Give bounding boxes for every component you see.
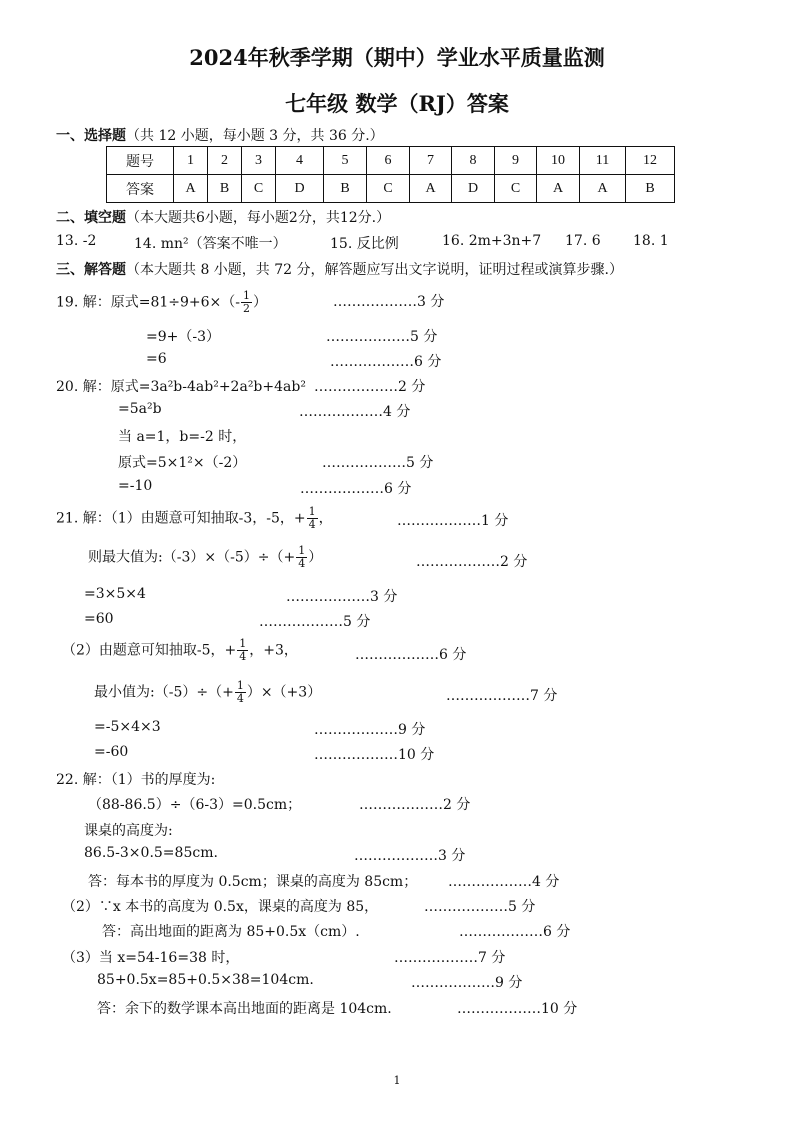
fraction-numerator: 1 [239,637,247,650]
fraction-numerator: 1 [243,289,250,302]
q21-score-5: ………………6 分 [355,647,467,663]
page-number: 1 [393,1074,401,1087]
section-1-heading [56,125,384,145]
fill-answer: 1 [659,233,669,249]
fill-item-15 [330,233,399,253]
q22-score-2: ………………2 分 [359,797,471,813]
fraction [241,290,252,315]
answer-table [106,146,675,203]
fill-label: 18. [633,233,656,249]
q21-line-7: =-5×4×3 [94,719,161,735]
q21-line-8: =-60 [94,744,129,760]
fill-item-16 [442,233,541,249]
question-number: 6 [367,147,410,175]
fill-answer: 2m+3n+7 [468,233,542,249]
answer-cell: D [452,175,495,203]
question-number: 11 [580,147,626,175]
section-2-note: （本大题共6小题，每小题2分，共12分.） [126,210,391,226]
fraction-numerator: 1 [236,679,244,692]
q20-line-5: =-10 [118,478,153,494]
q22-line-7: 答：高出地面的距离为 85+0.5x（cm）. [102,924,360,940]
row-label-answer: 答案 [107,175,174,203]
q22-line-8: （3）当 x=54-16=38 时， [62,950,240,966]
fill-label: 13. [56,233,79,249]
fill-label: 15. [330,236,353,252]
fill-answer: -2 [82,233,97,249]
answer-cell: B [324,175,367,203]
section-2-title: 二、填空题 [56,210,126,226]
q19-line-3: =6 [146,351,167,367]
q21-line-5 [62,638,298,663]
q21-score-6: ………………7 分 [446,688,558,704]
fill-item-13 [56,233,96,249]
answer-cell: A [580,175,626,203]
fraction-denominator: 4 [239,650,247,663]
question-number: 4 [276,147,324,175]
q21-line-3: =3×5×4 [84,586,146,602]
answer-cell: C [242,175,276,203]
q19-line-1 [56,290,267,315]
q21-score-1: ………………1 分 [397,513,509,529]
fill-label: 16. [442,233,465,249]
q21-line-6 [94,680,321,705]
question-number: 3 [242,147,276,175]
q20-line-3: 当 a=1，b=-2 时， [118,429,247,445]
q19-score-3: ………………6 分 [330,354,442,370]
q21-expr: （2）由题意可知抽取-5，+ [62,642,237,659]
fraction [307,506,318,531]
q19-expr-close: ） [253,294,267,311]
fill-item-14 [134,233,287,253]
q21-line-1 [56,506,333,531]
q21-score-8: ………………10 分 [314,747,435,763]
q19-expr: 19. 解：原式=81÷9+6×（- [56,294,240,311]
q21-line-2 [88,545,322,570]
fill-item-17 [565,233,601,249]
section-1-note: （共 12 小题，每小题 3 分，共 36 分.） [126,128,384,144]
fraction-numerator: 1 [308,505,316,518]
q22-line-2: （88-86.5）÷（6-3）=0.5cm； [88,797,302,813]
answer-cell: C [367,175,410,203]
fill-answer: 6 [591,233,601,249]
q22-score-4: ………………3 分 [354,848,466,864]
fill-item-18 [633,233,669,249]
row-label-question: 题号 [107,147,174,175]
answer-cell: A [410,175,452,203]
q20-score-1: ………………2 分 [314,379,426,395]
answer-cell: A [537,175,580,203]
answer-cell: C [495,175,537,203]
answer-table-answer-row [107,175,675,203]
q22-line-9: 85+0.5x=85+0.5×38=104cm. [97,972,314,988]
section-1-title: 一、选择题 [56,128,126,144]
q22-line-3: 课桌的高度为: [84,823,173,839]
fill-answer: 反比例 [356,236,399,252]
q21-expr: 最小值为:（-5）÷（+ [94,684,234,701]
q21-score-2: ………………2 分 [416,554,528,570]
answer-cell: B [626,175,675,203]
q21-score-3: ………………3 分 [286,589,398,605]
fraction-denominator: 4 [298,557,306,570]
q21-expr-tail: ，+3， [249,642,298,659]
answer-cell: D [276,175,324,203]
q21-expr-tail: ， [318,510,333,527]
question-number: 10 [537,147,580,175]
q20-score-2: ………………4 分 [299,404,411,420]
fraction [235,680,246,705]
q19-score-2: ………………5 分 [326,329,438,345]
fill-label: 14. [134,236,157,252]
q21-expr: 21. 解：（1）由题意可知抽取-3，-5，+ [56,510,306,527]
fraction-denominator: 2 [243,302,250,315]
q22-score-9: ………………9 分 [411,975,523,991]
q21-score-7: ………………9 分 [314,722,426,738]
q22-score-7: ………………6 分 [459,924,571,940]
q19-line-2: =9+（-3） [146,329,221,345]
section-2-heading [56,207,390,227]
answer-table-number-row [107,147,675,175]
q21-expr-tail: ） [308,549,323,566]
fill-answer: mn²（答案不唯一） [160,236,287,252]
question-number: 7 [410,147,452,175]
fraction [296,545,307,570]
fraction-denominator: 4 [308,518,316,531]
q22-line-1: 22. 解：（1）书的厚度为: [56,772,216,788]
q22-score-5: ………………4 分 [448,874,560,890]
q21-line-4: =60 [84,611,114,627]
q22-line-4: 86.5-3×0.5=85cm. [84,845,218,861]
q20-score-4: ………………5 分 [322,455,434,471]
q22-score-10: ………………10 分 [457,1001,578,1017]
q22-score-6: ………………5 分 [424,899,536,915]
q20-line-2: =5a²b [118,401,162,417]
q20-line-4: 原式=5×1²×（-2） [118,455,247,471]
q22-score-8: ………………7 分 [394,950,506,966]
q22-line-5: 答：每本书的厚度为 0.5cm；课桌的高度为 85cm； [88,874,418,890]
page-title: 2024年秋季学期（期中）学业水平质量监测 [189,45,605,70]
section-3-heading [56,259,623,279]
fill-label: 17. [565,233,588,249]
q19-score-1: ………………3 分 [333,294,445,310]
question-number: 8 [452,147,495,175]
section-3-title: 三、解答题 [56,262,126,278]
answer-cell: A [174,175,208,203]
q21-expr-tail: ）×（+3） [246,684,322,701]
question-number: 12 [626,147,675,175]
fraction [237,638,248,663]
question-number: 2 [208,147,242,175]
q20-score-5: ………………6 分 [300,481,412,497]
fraction-denominator: 4 [236,692,244,705]
q20-line-1: 20. 解：原式=3a²b-4ab²+2a²b+4ab² [56,379,306,395]
q21-expr: 则最大值为:（-3）×（-5）÷（+ [88,549,296,566]
question-number: 1 [174,147,208,175]
question-number: 9 [495,147,537,175]
q21-score-4: ………………5 分 [259,614,371,630]
fraction-numerator: 1 [298,544,306,557]
q22-line-6: （2）∵x 本书的高度为 0.5x，课桌的高度为 85， [62,899,379,915]
page-subtitle: 七年级 数学（RJ）答案 [285,91,509,116]
answer-cell: B [208,175,242,203]
q22-line-10: 答：余下的数学课本高出地面的距离是 104cm. [97,1001,392,1017]
section-3-note: （本大题共 8 小题，共 72 分，解答题应写出文字说明，证明过程或演算步骤.） [126,262,623,278]
question-number: 5 [324,147,367,175]
